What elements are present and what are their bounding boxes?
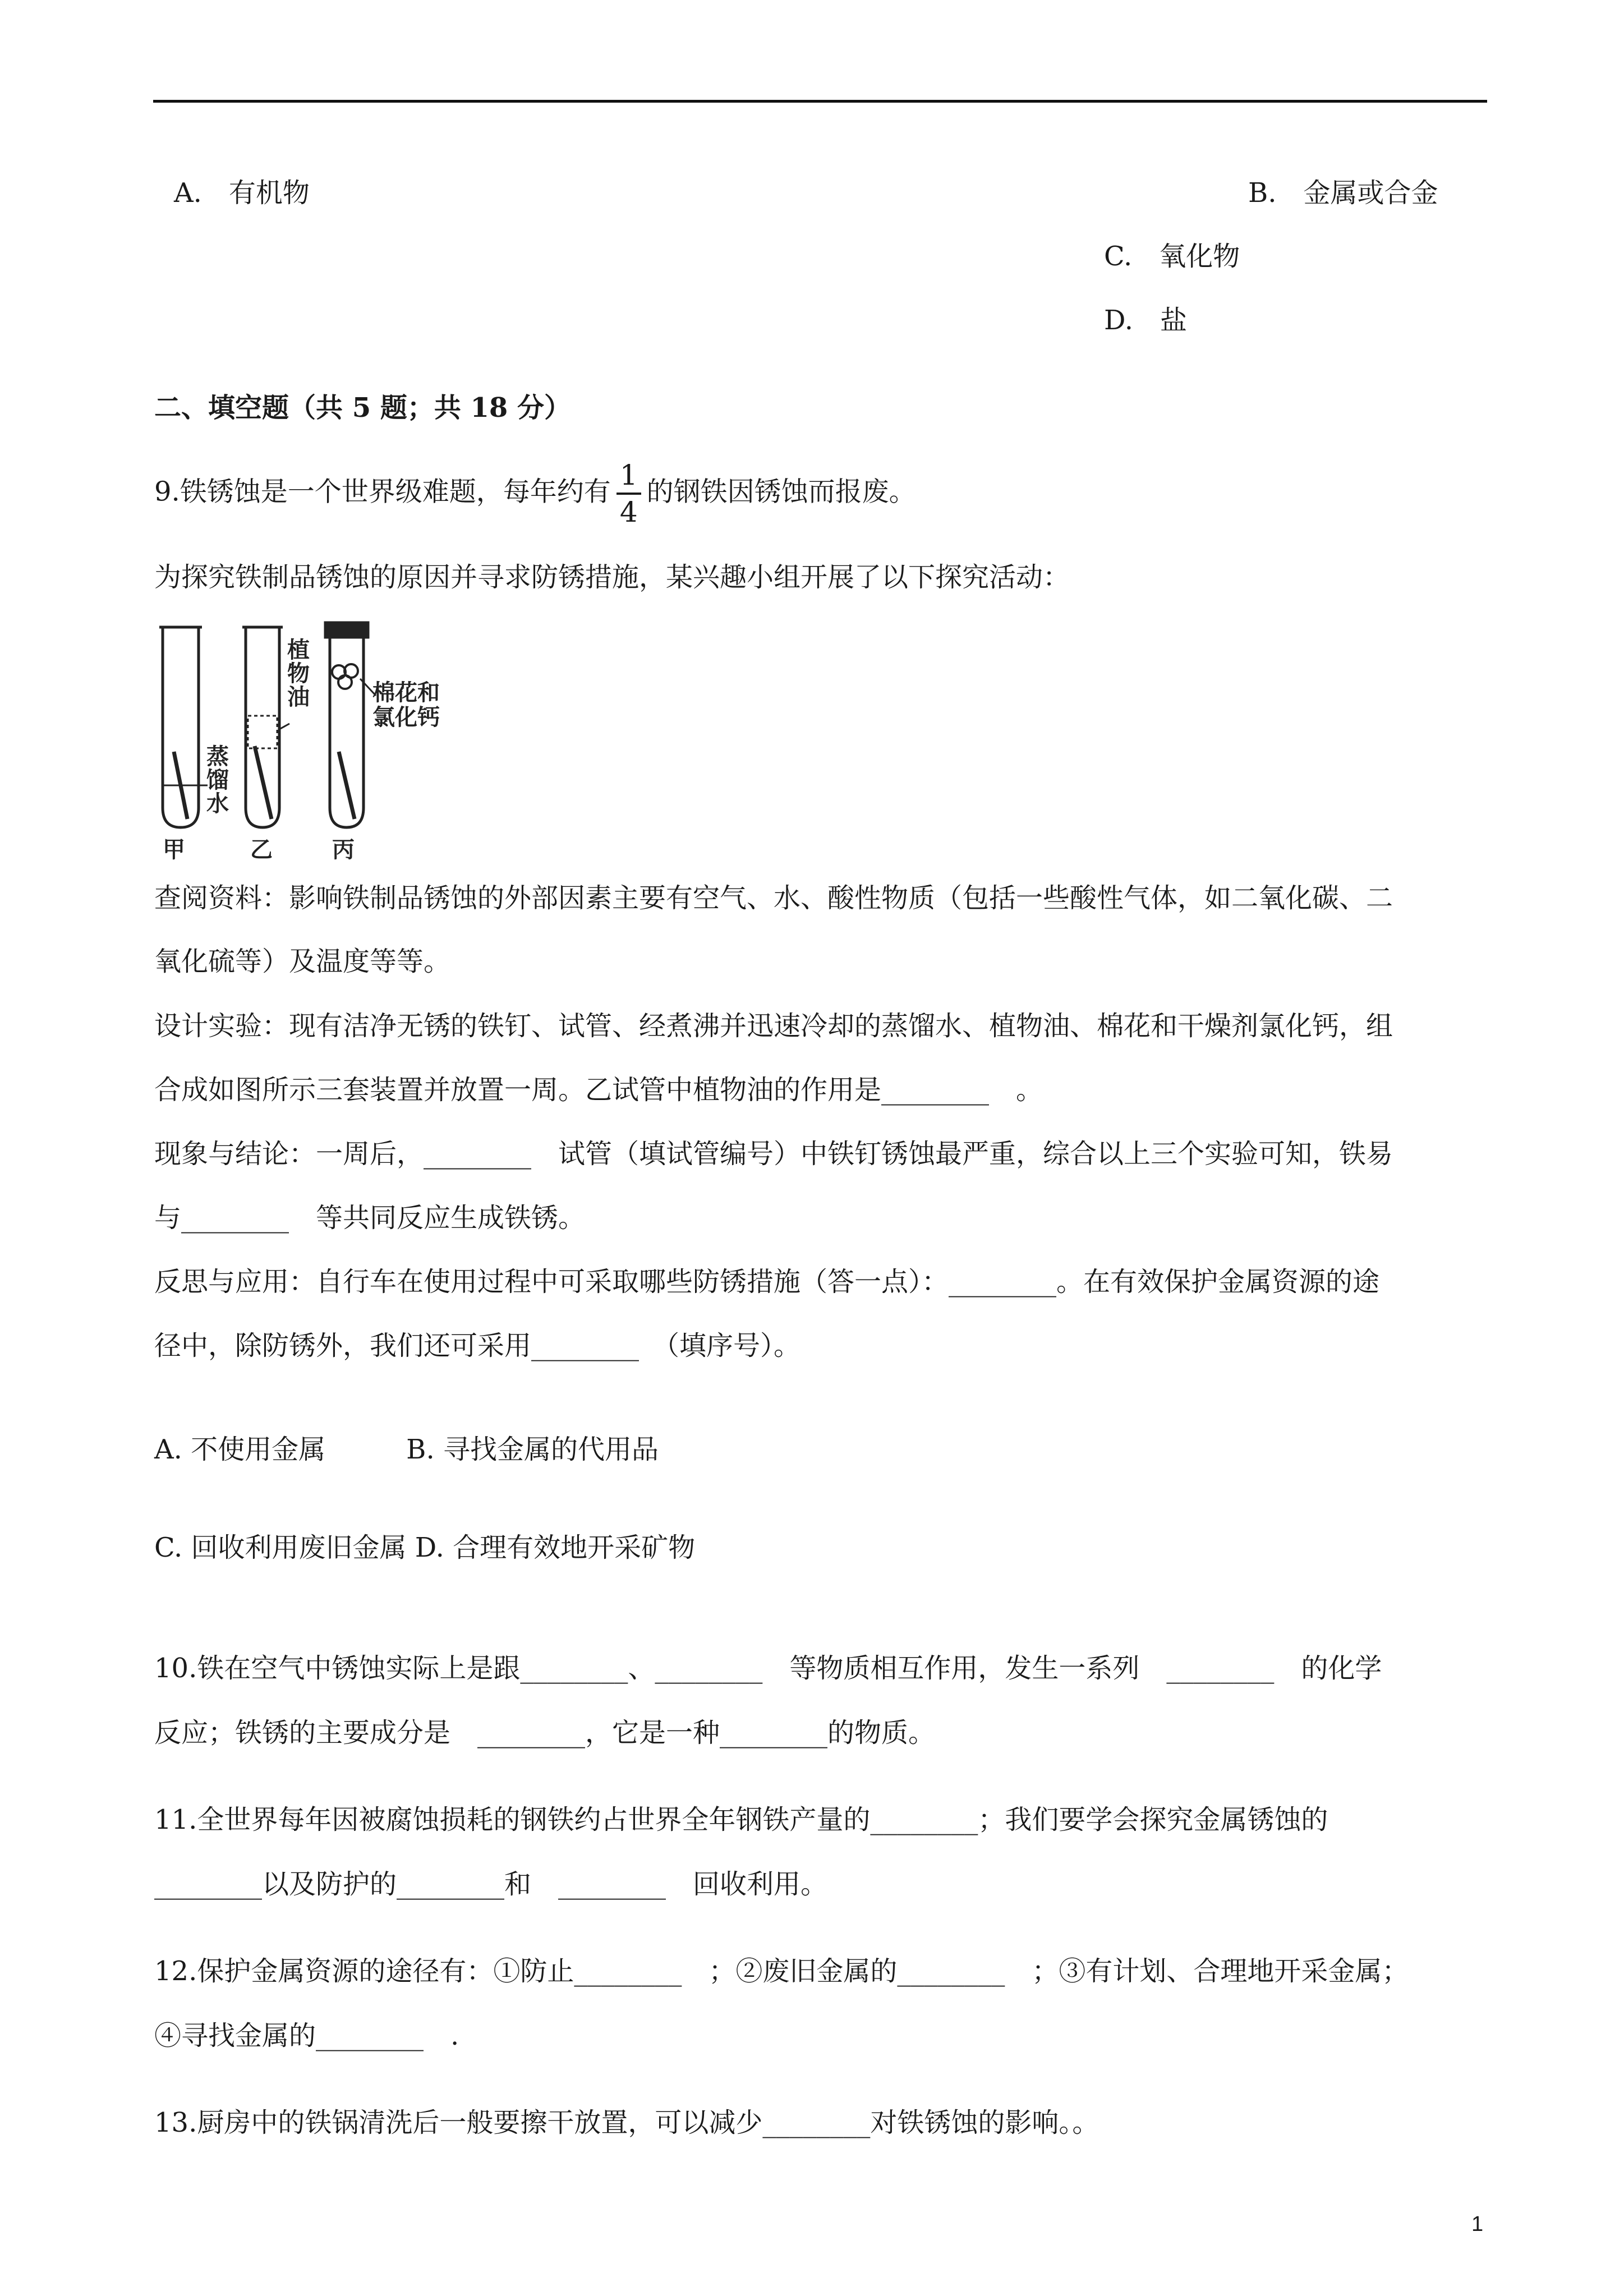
q12-line2: ④寻找金属的________ . xyxy=(154,2020,459,2051)
q9-result-2: 与________ 等共同反应生成铁锈。 xyxy=(154,1202,586,1234)
choice-c: C. 氧化物 xyxy=(1104,241,1240,272)
q12-line1: 12.保护金属资源的途径有：①防止________ ；②废旧金属的________ ；③有计划、合理地开采金属； xyxy=(154,1955,1409,1987)
tube-yi xyxy=(246,627,279,827)
nail-yi xyxy=(255,746,272,819)
section-title: 二、填空题（共 5 题；共 18 分） xyxy=(154,392,572,424)
label-plant-oil-2: 物 xyxy=(287,661,310,687)
label-distilled-water-2: 馏 xyxy=(206,767,229,793)
q9-design-1: 设计实验：现有洁净无锈的铁钉、试管、经煮沸并迅速冷却的蒸馏水、植物油、棉花和干燥剂氯化钙，组 xyxy=(154,1010,1393,1042)
q11-line1: 11.全世界每年因被腐蚀损耗的钢铁约占世界全年钢铁产量的________；我们要学会探究金属锈蚀的 xyxy=(154,1804,1328,1835)
fraction xyxy=(617,461,641,526)
choice-d: D. 盐 xyxy=(1104,305,1188,336)
q9-lead: 9.铁锈蚀是一个世界级难题，每年约有 xyxy=(154,476,611,508)
choice-a: A. 有机物 xyxy=(174,177,310,209)
label-cotton-1: 棉花和 xyxy=(372,680,440,706)
q9-result-1: 现象与结论：一周后，________ 试管（填试管编号）中铁钉锈蚀最严重，综合以上三个实验可知，铁易 xyxy=(154,1138,1393,1170)
label-distilled-water-3: 水 xyxy=(206,791,229,817)
test-tubes-figure xyxy=(151,617,466,864)
q9-intro: 为探究铁制品锈蚀的原因并寻求防锈措施，某兴趣小组开展了以下探究活动： xyxy=(154,562,1070,593)
q9-tail: 的钢铁因锈蚀而报废。 xyxy=(646,476,916,508)
q10-line2: 反应；铁锈的主要成分是 ________，它是一种________的物质。 xyxy=(154,1717,936,1749)
q9-options-cd: C. 回收利用废旧金属 D. 合理有效地开采矿物 xyxy=(154,1532,696,1563)
label-distilled-water-1: 蒸 xyxy=(206,744,229,770)
header-rule xyxy=(153,100,1487,103)
label-cotton-2: 氯化钙 xyxy=(372,705,440,730)
tube-label-yi: 乙 xyxy=(250,837,273,863)
page-number: 1 xyxy=(1471,2212,1484,2236)
fraction-denominator: 4 xyxy=(619,496,638,528)
q9-design-2: 合成如图所示三套装置并放置一周。乙试管中植物油的作用是________ 。 xyxy=(154,1074,1043,1106)
stopper-bing xyxy=(325,623,368,637)
q9-reflect-1: 反思与应用：自行车在使用过程中可采取哪些防锈措施（答一点）：________。在有效保护金属资源的途 xyxy=(154,1266,1380,1297)
q9-options-ab: A. 不使用金属 B. 寻找金属的代用品 xyxy=(154,1434,659,1465)
tube-label-jia: 甲 xyxy=(163,837,185,863)
q9-line1 xyxy=(154,461,916,526)
fraction-numerator: 1 xyxy=(617,461,641,495)
q9-ref-2: 氧化硫等）及温度等等。 xyxy=(154,946,451,977)
label-plant-oil-1: 植 xyxy=(287,637,310,663)
q13-line1: 13.厨房中的铁锅清洗后一般要擦干放置，可以减少________对铁锈蚀的影响。。 xyxy=(154,2107,1099,2138)
tube-label-bing: 丙 xyxy=(332,837,355,863)
q9-ref-1: 查阅资料：影响铁制品锈蚀的外部因素主要有空气、水、酸性物质（包括一些酸性气体，如二氧化碳、二 xyxy=(154,882,1393,914)
tube-jia xyxy=(163,627,199,827)
q9-reflect-2: 径中，除防锈外，我们还可采用________ （填序号）。 xyxy=(154,1330,801,1361)
choice-b: B. 金属或合金 xyxy=(1248,177,1438,209)
q11-line2: ________以及防护的________和 ________ 回收利用。 xyxy=(154,1869,828,1900)
nail-bing xyxy=(339,752,355,819)
q10-line1: 10.铁在空气中锈蚀实际上是跟________、________ 等物质相互作用，发生一系列 ________ 的化学 xyxy=(154,1653,1382,1684)
label-plant-oil-3: 油 xyxy=(287,684,310,710)
